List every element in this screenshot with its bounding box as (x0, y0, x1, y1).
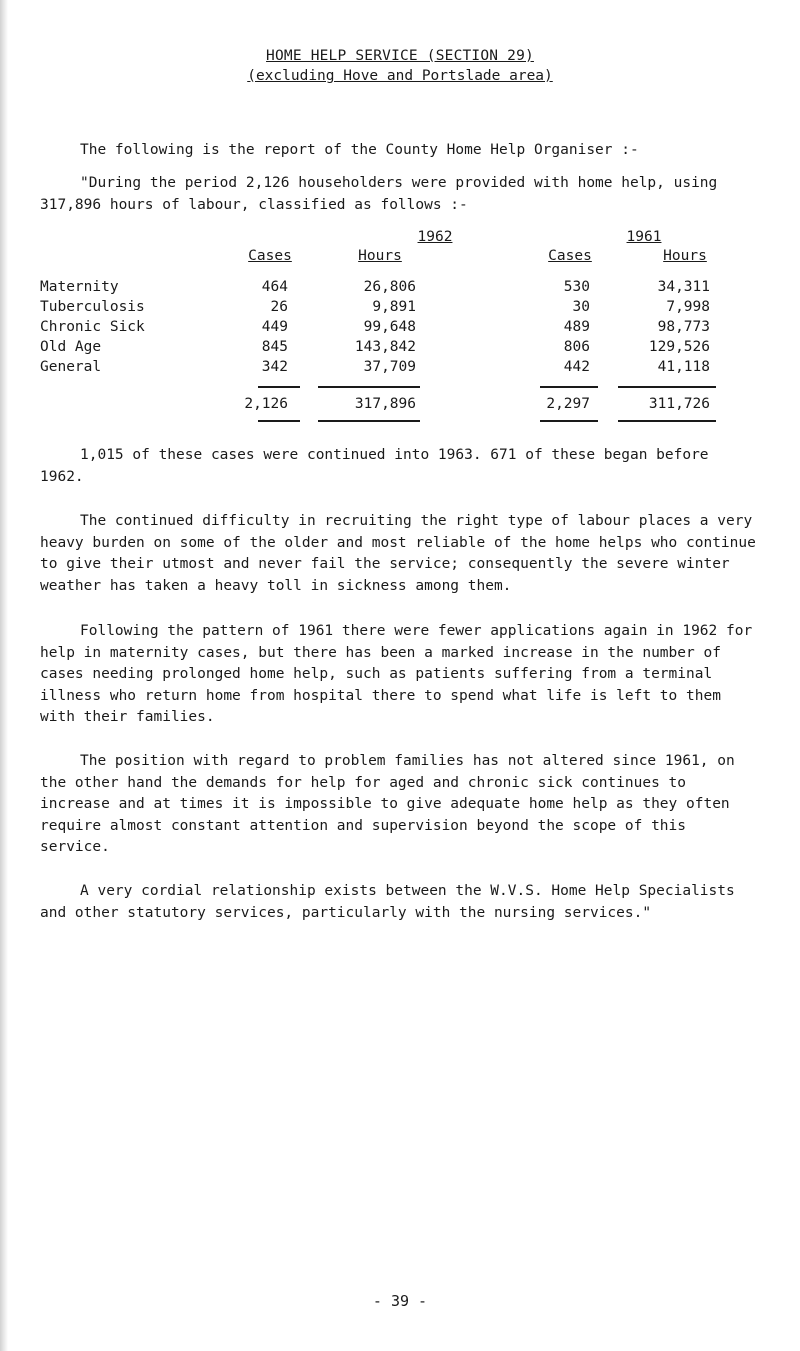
report-paragraph-5: The position with regard to problem families has not altered since 1961, on the other hand the demands for help for aged and chronic sick continues to increase and at times it is impossible to give adequate home help as they often require almost constant attention and supervision beyond the scope of this service. (40, 753, 735, 855)
table-cell: 9,891 (372, 299, 416, 315)
page-subtitle: (excluding Hove and Portslade area) (247, 68, 553, 84)
total-hours-1962: 317,896 (354, 396, 416, 412)
report-paragraph-6: A very cordial relationship exists between the W.V.S. Home Help Specialists and other statutory services, particularly with the nursing services." (40, 883, 735, 921)
table-cell: 342 (261, 359, 288, 375)
table-cell: 129,526 (648, 339, 710, 355)
col-header-cases-1962: Cases (248, 248, 292, 264)
total-rule (540, 420, 598, 422)
total-rule (258, 420, 300, 422)
table-cell: 464 (261, 279, 288, 295)
row-label-general: General (40, 359, 102, 375)
intro-paragraph: The following is the report of the County Home Help Organiser :- (80, 142, 639, 158)
total-rule (540, 386, 598, 388)
total-cases-1962: 2,126 (244, 396, 288, 412)
col-header-hours-1962: Hours (358, 248, 402, 264)
table-cell: 143,842 (354, 339, 416, 355)
table-cell: 26 (270, 299, 288, 315)
table-cell: 98,773 (657, 319, 710, 335)
report-paragraph-3: The continued difficulty in recruiting the right type of labour places a very heavy burden on some of the older and most reliable of the home helps who continue to give their utmost and never fail the service; consequently the severe winter weather has taken a heavy toll in sickness among them. (40, 513, 756, 594)
table-cell: 99,648 (363, 319, 416, 335)
col-header-hours-1961: Hours (663, 248, 707, 264)
table-cell: 845 (261, 339, 288, 355)
table-cell: 41,118 (657, 359, 710, 375)
report-paragraph-1: "During the period 2,126 householders were provided with home help, using 317,896 hours of labour, classified as follows :- (40, 175, 718, 213)
table-cell: 30 (572, 299, 590, 315)
total-rule (318, 386, 420, 388)
report-paragraph-2: 1,015 of these cases were continued into 1963. 671 of these began before 1962. (40, 447, 709, 485)
table-cell: 449 (261, 319, 288, 335)
year-header-1961: 1961 (626, 229, 662, 245)
total-rule (258, 386, 300, 388)
table-cell: 806 (563, 339, 590, 355)
col-header-cases-1961: Cases (548, 248, 592, 264)
report-paragraph-4: Following the pattern of 1961 there were fewer applications again in 1962 for help in maternity cases, but there has been a marked increase in the number of cases needing prolonged home help, such as patients suffering from a terminal illness who return home from hospital there to spend what life is left to them with their families. (40, 623, 753, 725)
year-header-1962: 1962 (417, 229, 453, 245)
page-title: HOME HELP SERVICE (SECTION 29) (266, 48, 534, 64)
scan-shadow-edge (0, 0, 8, 1351)
row-label-chronic-sick: Chronic Sick (40, 319, 145, 335)
table-cell: 530 (563, 279, 590, 295)
total-hours-1961: 311,726 (648, 396, 710, 412)
row-label-maternity: Maternity (40, 279, 119, 295)
total-rule (618, 386, 716, 388)
row-label-old-age: Old Age (40, 339, 102, 355)
cases-hours-table (0, 229, 800, 412)
row-label-tuberculosis: Tuberculosis (40, 299, 145, 315)
table-cell: 7,998 (666, 299, 710, 315)
total-rule (618, 420, 716, 422)
page-number: - 39 - (372, 1292, 428, 1310)
table-cell: 37,709 (363, 359, 416, 375)
table-cell: 34,311 (657, 279, 710, 295)
total-cases-1961: 2,297 (546, 396, 590, 412)
table-cell: 26,806 (363, 279, 416, 295)
table-cell: 442 (563, 359, 590, 375)
table-cell: 489 (563, 319, 590, 335)
total-rule (318, 420, 420, 422)
